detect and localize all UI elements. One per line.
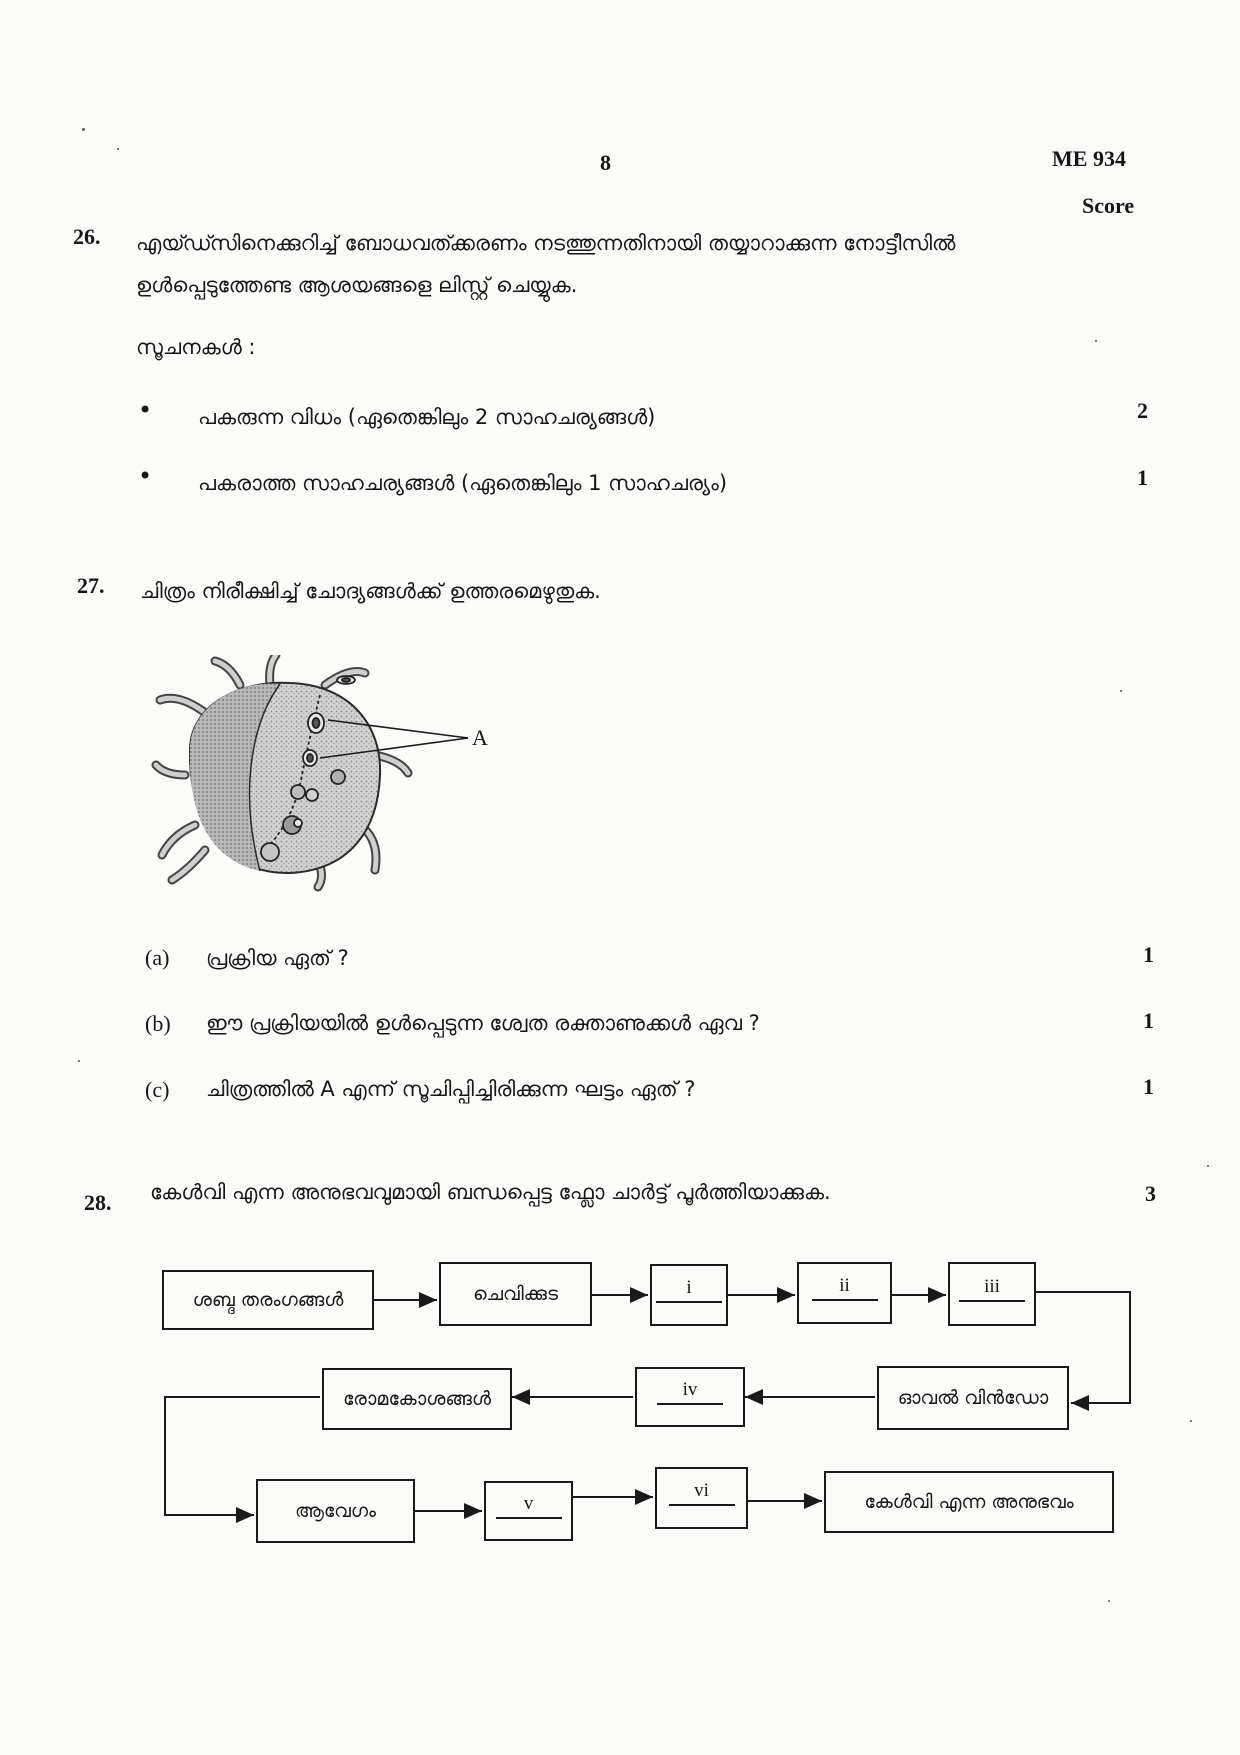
q27-sub-b-score: 1 [1143, 1008, 1154, 1033]
flow-box-blank-i [650, 1264, 728, 1326]
q28-score: 3 [1145, 1181, 1156, 1206]
question-number-28: 28. [84, 1190, 112, 1215]
q27-sub-b-text: ഈ പ്രക്രിയയിൽ ഉൾപ്പെടുന്ന ശ്വേത രക്താണുക്കൾ ഏവ ? [206, 1011, 760, 1035]
flow-box-oval-window [877, 1366, 1069, 1430]
flow-box-blank-iv [635, 1367, 745, 1427]
q26-text-line2: ഉൾപ്പെടുത്തേണ്ട ആശയങ്ങളെ ലിസ്റ്റ് ചെയ്യുക. [136, 273, 578, 297]
flow-box-blank-iii [948, 1262, 1036, 1326]
q26-hint-1: പകരുന്ന വിധം (ഏതെങ്കിലും 2 സാഹചര്യങ്ങൾ) [198, 405, 656, 429]
flow-box-hair-cells [322, 1368, 512, 1430]
flow-box-blank-vi [655, 1467, 748, 1529]
blank-iv: iv [657, 1379, 723, 1405]
q27-sub-c-score: 1 [1143, 1074, 1154, 1099]
flow-box-label: ഓവൽ വിൻഡോ [897, 1387, 1049, 1409]
flow-box-sound-waves [162, 1270, 374, 1330]
q26-text-line1: എയ്ഡ്സിനെക്കുറിച്ച് ബോധവത്ക്കരണം നടത്തുന്നതിനായി തയ്യാറാക്കുന്ന നോട്ടീസിൽ [136, 231, 956, 255]
q26-hints-label: സൂചനകൾ : [136, 335, 256, 359]
blank-ii: ii [812, 1275, 878, 1301]
page-number: 8 [600, 150, 611, 175]
q27-sub-b-label: (b) [145, 1011, 171, 1036]
q27-sub-a-score: 1 [1143, 942, 1154, 967]
question-number-26: 26. [73, 224, 101, 249]
flow-box-pinna [439, 1262, 592, 1326]
flow-box-label: കേൾവി എന്ന അനുഭവം [864, 1491, 1074, 1513]
bullet-icon: • [138, 396, 153, 424]
q26-hint-2: പകരാത്ത സാഹചര്യങ്ങൾ (ഏതെങ്കിലും 1 സാഹചര്യം) [198, 471, 728, 495]
question-number-27: 27. [77, 573, 105, 598]
blank-iii: iii [959, 1276, 1025, 1302]
flow-box-impulse [256, 1479, 415, 1543]
flow-box-blank-ii [797, 1262, 892, 1324]
score-heading: Score [1082, 193, 1135, 218]
flow-box-hearing-experience [824, 1471, 1114, 1533]
flow-box-label: രോമകോശങ്ങൾ [343, 1388, 491, 1410]
paper-code: ME 934 [1052, 146, 1126, 171]
q27-text: ചിത്രം നിരീക്ഷിച്ച് ചോദ്യങ്ങൾക്ക് ഉത്തരമെഴുതുക. [140, 579, 601, 603]
flow-box-label: ശബ്ദ തരംഗങ്ങൾ [192, 1289, 344, 1311]
blank-v: v [496, 1493, 562, 1519]
q27-sub-c-text: ചിത്രത്തിൽ A എന്ന് സൂചിപ്പിച്ചിരിക്കുന്ന ഘട്ടം ഏത് ? [206, 1077, 696, 1101]
bullet-icon: • [138, 462, 153, 490]
q27-sub-a-label: (a) [145, 945, 170, 970]
q27-sub-c-label: (c) [145, 1077, 170, 1102]
q28-text: കേൾവി എന്ന അനുഭവവുമായി ബന്ധപ്പെട്ട ഫ്ലോ ചാർട്ട് പൂർത്തിയാക്കുക. [150, 1180, 831, 1204]
q26-hint-1-score: 2 [1137, 398, 1148, 423]
q26-hint-2-score: 1 [1137, 465, 1148, 490]
blank-vi: vi [669, 1480, 735, 1506]
flow-box-blank-v [484, 1481, 573, 1541]
blank-i: i [656, 1277, 722, 1303]
q27-sub-a-text: പ്രക്രിയ ഏത് ? [206, 946, 349, 970]
flow-box-label: ചെവിക്കുട [472, 1283, 559, 1305]
flow-box-label: ആവേഗം [294, 1500, 377, 1522]
figure-label-a: A [472, 725, 488, 750]
